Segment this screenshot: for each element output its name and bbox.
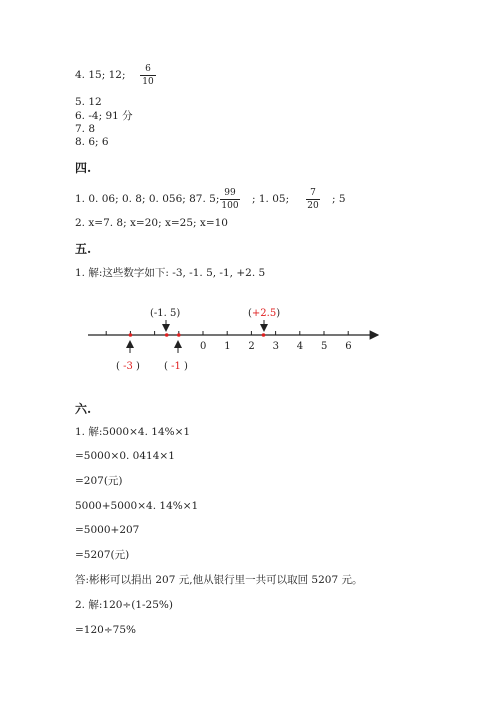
numerator: 6 [145,64,151,74]
answer-line-6-5: =5000+207 [75,524,140,536]
tick-label: 0 [200,341,207,352]
section-heading-6: 六. [75,402,92,416]
answer-text: ; 5 [332,193,346,205]
point-marker [262,333,266,337]
label-pos2-5: (+2.5) [248,308,281,319]
answer-line-5: 5. 12 [75,96,102,108]
point-marker [177,333,181,337]
tick-label: 2 [248,341,255,352]
answer-text: 1. 0. 06; 0. 8; 0. 056; 87. 5; [75,193,220,205]
answer-text: 4. 15; 12; [75,69,126,81]
point-marker [165,333,169,337]
answer-line-6-9: =120÷75% [75,624,136,636]
answer-line-6-4: 5000+5000×4. 14%×1 [75,500,199,512]
answer-line-6-6: =5207(元) [75,549,130,561]
label-neg3: ( -3 ) [116,361,140,372]
answer-line-5-1: 1. 解:这些数字如下: -3, -1. 5, -1, +2. 5 [75,267,266,279]
label-neg1: ( -1 ) [164,361,188,372]
label-pos2-5-value: +2.5 [251,308,277,319]
answer-line-7: 7. 8 [75,123,96,135]
label-neg1-value: -1 [171,361,181,372]
section-heading-5: 五. [75,242,92,256]
answer-line-6-8: 2. 解:120÷(1-25%) [75,599,173,611]
answer-line-8: 8. 6; 6 [75,136,109,148]
label-neg3-value: -3 [123,361,133,372]
point-marker [129,333,133,337]
tick-label: 4 [296,341,304,352]
tick-label: 1 [224,341,231,352]
tick-label: 5 [321,341,328,352]
answer-line-6-2: =5000×0. 0414×1 [75,450,175,462]
answer-text: ; 1. 05; [252,193,290,205]
denominator: 20 [307,201,319,211]
tick-group [106,331,351,352]
answer-line-6-1: 1. 解:5000×4. 14%×1 [75,426,191,438]
numerator: 99 [224,188,236,198]
tick-label: 6 [345,341,352,352]
section-heading-4: 四. [75,161,92,175]
denominator: 10 [142,77,154,87]
tick-label: 3 [272,341,279,352]
answer-line-6-3: =207(元) [75,475,123,487]
numerator: 7 [310,188,316,198]
denominator: 100 [221,201,239,211]
answer-line-6-7: 答:彬彬可以捐出 207 元,他从银行里一共可以取回 5207 元。 [75,574,363,586]
answer-line-6: 6. -4; 91 分 [75,110,133,122]
answer-line-4-2: 2. x=7. 8; x=20; x=25; x=10 [75,217,228,229]
label-neg1-5: (-1. 5) [150,308,181,319]
